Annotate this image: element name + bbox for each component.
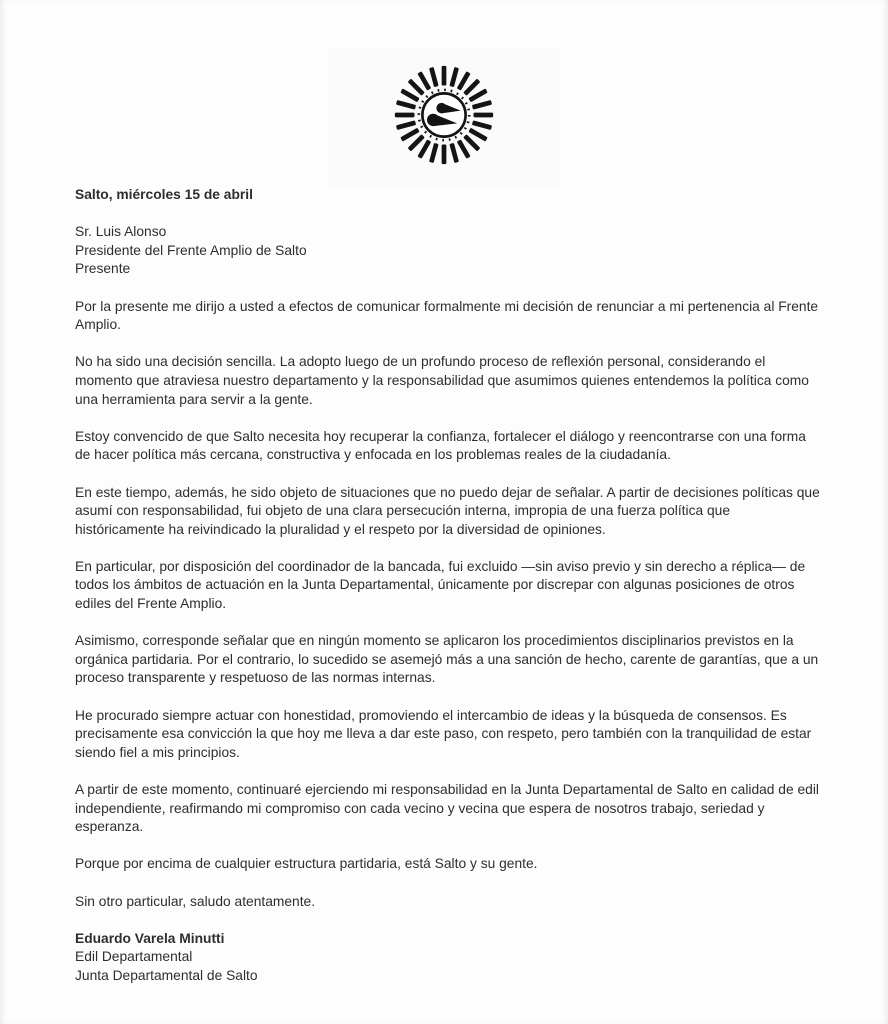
signature-org: Junta Departamental de Salto bbox=[75, 967, 258, 983]
paragraph-salto-gente: Porque por encima de cualquier estructura partidaria, está Salto y su gente. bbox=[75, 856, 538, 872]
sun-circle bbox=[422, 93, 465, 136]
signature-block bbox=[75, 930, 823, 986]
paragraph-exclusion: En particular, por disposición del coordinador de la bancada, fui excluido —sin aviso previo y sin derecho a réplica— de todos los ámbitos de actuación en la Junta Departamental, únicamente por discrepar con algunas posiciones de otros ediles del Frente Amplio. bbox=[75, 558, 806, 612]
paragraph-independiente: A partir de este momento, continuaré ejerciendo mi responsabilidad en la Junta Departamental de Salto en calidad de edil independiente, reafirmando mi compromiso con cada vecino y vecina que espera de nosotros trabajo, seriedad y esperanza. bbox=[75, 782, 819, 835]
letter-body bbox=[75, 186, 823, 986]
logo-area bbox=[0, 48, 888, 187]
signature-name: Eduardo Varela Minutti bbox=[75, 930, 225, 946]
paragraph-situaciones: En este tiempo, además, he sido objeto de situaciones que no puedo dejar de señalar. A partir de decisiones políticas que asumí con responsabilidad, fui objeto de una clara persecución interna, impropia de una fuerza política que históricamente ha reivindicado la pluralidad y el respeto por la diversidad de opiniones. bbox=[75, 484, 820, 537]
recipient-title: Presidente del Frente Amplio de Salto bbox=[75, 242, 307, 258]
paragraph-conviccion: Estoy convencido de que Salto necesita hoy recuperar la confianza, fortalecer el diálogo y reencontrarse con una forma de hacer política más cercana, constructiva y enfocada en los problemas reales de la ciudadanía. bbox=[75, 428, 806, 463]
paragraph-intro: Por la presente me dirijo a usted a efectos de comunicar formalmente mi decisión de renunciar a mi pertenencia al Frente Amplio. bbox=[75, 298, 819, 333]
recipient-block bbox=[75, 223, 823, 279]
recipient-presente: Presente bbox=[75, 261, 131, 277]
paragraph-procedimientos: Asimismo, corresponde señalar que en ningún momento se aplicaron los procedimientos disciplinarios previstos en la orgánica partidaria. Por el contrario, lo sucedido se asemejó más a una sanción de hecho, carente de garantías, que a un proceso transparente y respetuoso de las normas internas. bbox=[75, 633, 819, 686]
paragraph-despedida: Sin otro particular, saludo atentamente. bbox=[75, 893, 316, 909]
signature-title: Edil Departamental bbox=[75, 949, 193, 965]
date-line: Salto, miércoles 15 de abril bbox=[75, 187, 253, 202]
recipient-name: Sr. Luis Alonso bbox=[75, 224, 167, 240]
sun-emblem-icon bbox=[387, 58, 501, 172]
paragraph-honestidad: He procurado siempre actuar con honestidad, promoviendo el intercambio de ideas y la búsqueda de consensos. Es precisamente esa convicción la que hoy me lleva a dar este paso, con respeto, pero también con la tranquilidad de estar siendo fiel a mis principios. bbox=[75, 707, 812, 760]
logo-backdrop bbox=[329, 48, 559, 187]
paragraph-decision: No ha sido una decisión sencilla. La adopto luego de un profundo proceso de reflexión personal, considerando el momento que atraviesa nuestro departamento y la responsabilidad que asumimos quienes entendemos la política como una herramienta para servir a la gente. bbox=[75, 354, 809, 407]
